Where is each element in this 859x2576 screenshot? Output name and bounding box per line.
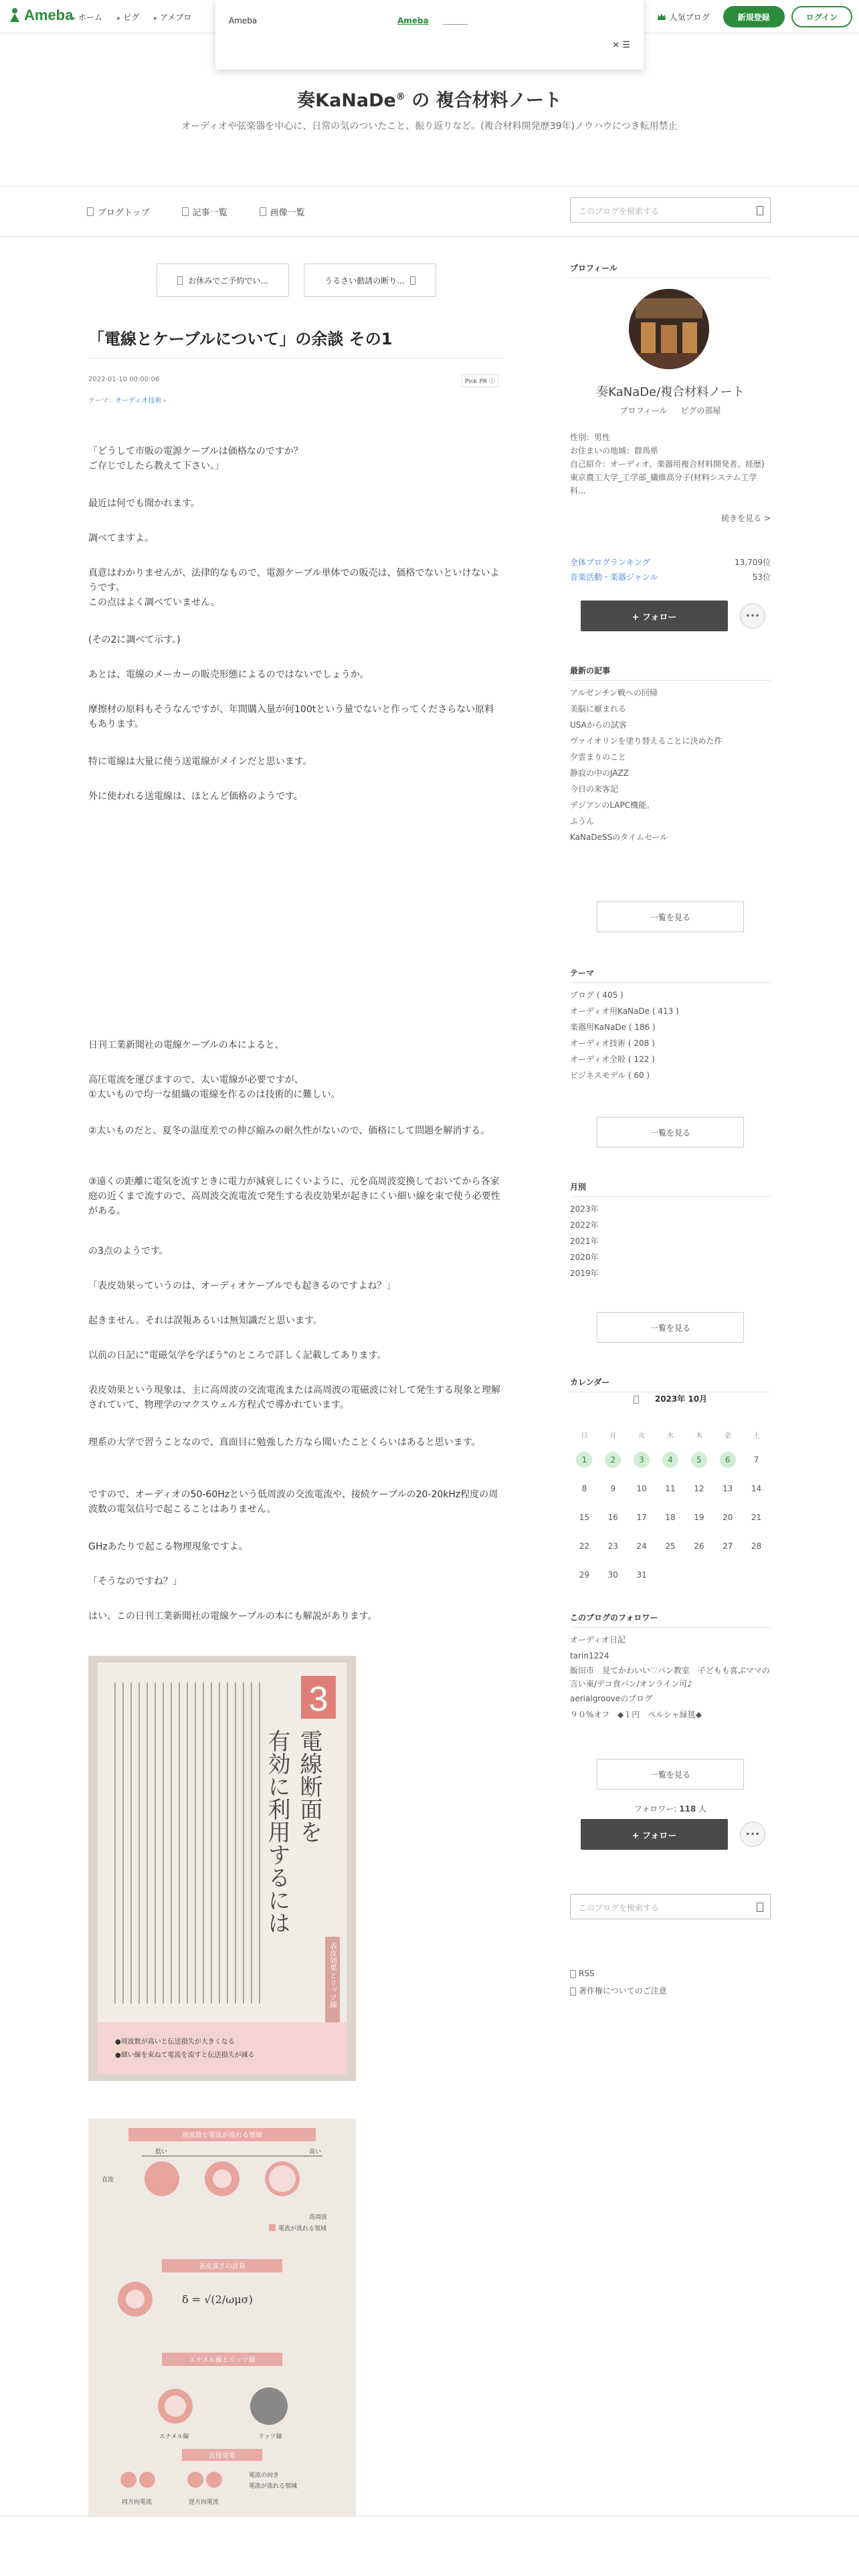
month-item[interactable]: 2023年: [570, 1204, 599, 1214]
blog-search-input[interactable]: [570, 197, 771, 223]
ranking-overall-value: 13,709位: [735, 558, 771, 567]
calendar-month: [570, 1393, 771, 1404]
nav-image-list[interactable]: [260, 205, 305, 218]
calendar-day-number: 12: [694, 1484, 704, 1493]
calendar-day-number: 14: [751, 1484, 762, 1493]
month-see-all-button[interactable]: 一覧を見る: [597, 1312, 744, 1343]
rss-label: RSS: [579, 1969, 595, 1978]
next-entry-button[interactable]: [304, 263, 436, 297]
calendar-day-number: 1: [576, 1452, 592, 1468]
theme-see-all-button[interactable]: 一覧を見る: [597, 1117, 744, 1148]
search-icon[interactable]: [757, 206, 763, 215]
calendar-day: [713, 1537, 742, 1555]
copyright-icon: [570, 1988, 576, 1996]
calendar-day-number: 31: [636, 1570, 647, 1580]
fig-formula: δ = √(2/ωμσ): [182, 2293, 253, 2306]
blog-description: オーディオや弦楽器を中心に、日常の気のついたこと、振り返りなど。(複合材料開発歴39年)ノウハウにつき転用禁止: [181, 121, 678, 132]
entry-paragraph: 表皮効果という現象は、主に高周波の交流電流または高周波の電磁波に対して発生する現象と理解されていて、物理学のマクスウェル方程式で導かれています。: [88, 1385, 500, 1410]
ranking-overall[interactable]: [570, 556, 771, 568]
calendar-day-number: 30: [607, 1570, 618, 1580]
calendar-day: [742, 1480, 771, 1497]
fig-litz-label: リッツ線: [258, 2434, 282, 2440]
recent-item[interactable]: 夕雲まりのこと: [570, 752, 627, 762]
calendar-weekday: 日: [581, 1432, 588, 1440]
book-page-photo[interactable]: [88, 1656, 356, 2081]
global-actions: [657, 6, 852, 27]
fig-enamel-label: エナメル線: [159, 2434, 189, 2440]
nav-link-home[interactable]: ▸ ホーム: [72, 11, 102, 23]
theme-item[interactable]: オーディオ技術 ( 208 ): [570, 1039, 655, 1048]
chevron-left-icon[interactable]: [634, 1396, 639, 1404]
entry-paragraph: [88, 1073, 503, 1102]
blog-nav: [0, 186, 859, 237]
blog-title-rest: の 複合材料ノート: [405, 90, 562, 111]
calendar-day: [656, 1509, 685, 1526]
calendar-day[interactable]: [599, 1451, 628, 1469]
book-heading-2: 有効に利用するには: [264, 1729, 290, 1934]
logo-text: Ameba: [24, 7, 74, 23]
recent-item[interactable]: 美脳に厭まれる: [570, 704, 627, 714]
entry-paragraph: 起きません。それは誤報あるいは無知識だと思います。: [88, 1315, 322, 1326]
fig-current-area: 電流が流れる領域: [249, 2483, 298, 2490]
entry-paragraph: あとは、電線のメーカーの販売形態によるのではないでしょうか。: [88, 669, 369, 680]
follow-button[interactable]: + フォロー: [581, 601, 728, 631]
theme-item[interactable]: 楽器用KaNaDe ( 186 ): [570, 1023, 656, 1032]
avatar[interactable]: [629, 289, 709, 369]
entry-text-line: この点はよく調べていません。: [88, 597, 220, 608]
calendar-day-number: 28: [751, 1541, 762, 1551]
calendar-day: [684, 1537, 713, 1555]
entry-date: 2022-01-10 00:00:06: [88, 376, 160, 383]
theme-item[interactable]: ブログ ( 405 ): [570, 990, 624, 1000]
calendar-month-label: 2023年 10月: [654, 1394, 708, 1404]
follower-count-label: フォロワー:: [634, 1804, 677, 1814]
nav-image-list-label: 画像一覧: [270, 208, 305, 218]
entry-paragraph: 「そうなのですね？」: [88, 1576, 182, 1587]
profile-links: [570, 405, 771, 416]
calendar-heading: カレンダー: [570, 1376, 771, 1392]
follower-item[interactable]: 飯田市 見てかわいい♡パン教室 子どもも喜ぶママの言い東/デコ食パン/オンライン可♪: [570, 1666, 770, 1689]
prev-entry-label: お休みでご予約でい...: [188, 276, 268, 286]
follower-item[interactable]: オーディオ日記: [570, 1635, 626, 1644]
calendar-day: [570, 1480, 599, 1497]
calendar-day: [570, 1566, 599, 1584]
follow-row-bottom: [581, 1819, 765, 1850]
month-list: [570, 1201, 771, 1281]
calendar-day-number: 13: [723, 1484, 733, 1493]
entry-theme-link[interactable]: オーディオ技術: [115, 397, 162, 405]
entry-paragraph: 以前の日記に"電磁気学を学ぼう"のところで詳しく記載してあります。: [88, 1350, 387, 1361]
calendar-day-number: 5: [691, 1452, 707, 1468]
calendar-day-number: 10: [636, 1484, 647, 1493]
entry-paragraph: ですので、オーディオの50-60Hzという低周波の交流電流や、接続ケーブルの20-20kHz程度の周波数の電気信号で起こることはありません。: [88, 1489, 498, 1515]
book-figure-photo[interactable]: [88, 2119, 356, 2517]
follow-row: [581, 601, 765, 631]
recent-item[interactable]: アルゼンチン戦への回帰: [570, 688, 658, 697]
ranking-overall-label: 全体ブログランキング: [570, 558, 650, 567]
book-summary-2: ●細い線を束ねて電流を流すと伝送損失が減る: [115, 2052, 255, 2059]
calendar-day: [713, 1480, 742, 1497]
entry-paragraph: [88, 444, 503, 473]
entry-text-line: ご存じでしたら教えて下さい。」: [88, 461, 224, 471]
fig-same-dir: 同方向電流: [122, 2499, 153, 2506]
calendar-day: [599, 1480, 628, 1497]
calendar-day: [656, 1537, 685, 1555]
entry-paragraph: の3点のようです。: [88, 1246, 169, 1257]
calendar-day-number: 3: [634, 1452, 650, 1468]
entry-text-line: 真意はわかりませんが、法律的なもので、電源ケーブル単体での販売は、価格でないといけないようです。: [88, 568, 500, 593]
entry-paragraph: 調べてますよ。: [88, 533, 154, 544]
copyright-label: 著作権についてのご注意: [579, 1986, 667, 1996]
ameba-logo[interactable]: [8, 7, 73, 24]
calendar-day-number: 21: [751, 1513, 762, 1522]
calendar-day-number: 22: [579, 1541, 590, 1551]
calendar-day-number: 17: [636, 1513, 647, 1522]
entry-paragraph: 摩擦材の原料もそうなんですが、年間購入量が何100tという量でないと作ってくださらない原料もあります。: [88, 704, 494, 730]
chevron-left-icon: [177, 276, 183, 285]
calendar-day-number: 4: [662, 1452, 678, 1468]
blog-title[interactable]: [0, 86, 859, 112]
fig-low-label: 低い: [155, 2149, 168, 2155]
ameba-logo-icon: [8, 7, 21, 23]
rss-link[interactable]: [570, 1965, 667, 1982]
ranking-genre-value: 53位: [752, 572, 771, 582]
calendar-day[interactable]: [656, 1451, 685, 1469]
follower-item[interactable]: tarin1224: [570, 1651, 609, 1660]
month-heading: 月別: [570, 1181, 771, 1197]
calendar-day-number: 18: [665, 1513, 676, 1522]
calendar-day-number: 20: [723, 1513, 733, 1522]
nav-link-ameblo[interactable]: ▸ アメブロ: [154, 11, 191, 23]
ranking-genre[interactable]: [570, 571, 771, 582]
pigg-room-link[interactable]: ピグの部屋: [680, 406, 721, 415]
calendar-day: [628, 1537, 656, 1555]
blog-title-main: 奏KaNaDe: [297, 90, 396, 111]
calendar-day: [742, 1509, 771, 1526]
follower-count: [570, 1803, 771, 1814]
follower-count-value: 118: [679, 1804, 696, 1814]
entry-paragraph: 日刊工業新聞社の電線ケーブルの本によると、: [88, 1040, 284, 1051]
calendar-day: [742, 1537, 771, 1555]
recent-item[interactable]: ふうん: [570, 817, 595, 826]
followers-list: [570, 1632, 771, 1723]
calendar-day-number: 25: [665, 1541, 676, 1551]
fig-legend: 電流が流れる領域: [278, 2226, 327, 2232]
followers-heading: このブログのフォロワー: [570, 1612, 771, 1628]
entry-theme-label: テーマ：: [88, 397, 115, 405]
nav-entry-list-label: 記事一覧: [192, 208, 227, 218]
entry-text-line: 「どうして市販の電源ケーブルは価格なのですか？: [88, 446, 303, 457]
next-entry-label: うるさい動誘の断り...: [324, 276, 405, 286]
follower-item[interactable]: aerialgrooveのブログ: [570, 1694, 653, 1703]
list-icon: [182, 207, 189, 216]
month-item[interactable]: 2020年: [570, 1253, 599, 1262]
theme-heading: テーマ: [570, 967, 771, 983]
profile-region: お住まいの地域：群馬県: [570, 446, 659, 455]
calendar-day: [570, 1509, 599, 1526]
calendar-day: [599, 1537, 628, 1555]
fig-opp-dir: 逆方向電流: [189, 2499, 219, 2506]
calendar-day[interactable]: [570, 1451, 599, 1469]
sidebar-footer: [570, 1965, 667, 2000]
chevron-right-icon: [410, 276, 415, 285]
calendar-day: [628, 1566, 656, 1584]
popup-divider: [443, 24, 468, 25]
profile-gender: 性別：男性: [570, 433, 611, 442]
calendar-day: [713, 1566, 742, 1584]
calendar-weekday: 金: [724, 1432, 731, 1440]
calendar-day-number: 29: [579, 1570, 590, 1580]
calendar-weekday: 土: [753, 1432, 760, 1440]
entry-pager: [157, 263, 436, 297]
calendar-day-number: 19: [694, 1513, 704, 1522]
calendar-day-number: 16: [607, 1513, 618, 1522]
entry-paragraph: GHzあたりで起こる物理現象ですよ。: [88, 1541, 248, 1552]
entry-title[interactable]: 「電線とケーブルについて」の余談 その1: [88, 330, 393, 348]
theme-item[interactable]: ビジネスモデル ( 60 ): [570, 1071, 650, 1080]
entry-theme: [88, 395, 166, 405]
theme-list: [570, 987, 771, 1083]
crown-icon: [657, 13, 666, 21]
month-item[interactable]: 2022年: [570, 1220, 599, 1230]
ranking-genre-label: 音楽活動・楽器ジャンル: [570, 572, 658, 582]
calendar-grid: [570, 1430, 771, 1584]
popup-title: Ameba: [229, 16, 258, 25]
more-options-button[interactable]: •••: [740, 1822, 765, 1847]
entry-paragraph: 特に電線は大量に使う送電線がメインだと思います。: [88, 756, 312, 767]
recent-item[interactable]: USAからの試客: [570, 720, 627, 730]
calendar-day[interactable]: [713, 1451, 742, 1469]
book-figure-illustration: [88, 2119, 356, 2517]
chevron-right-icon: ›: [163, 397, 167, 405]
calendar-day-number: 9: [610, 1484, 616, 1493]
recent-list: [570, 685, 771, 845]
prev-entry-button[interactable]: [157, 263, 289, 297]
calendar-day-number: 26: [694, 1541, 704, 1551]
calendar-day-number: 2: [605, 1452, 621, 1468]
follower-count-unit: 人: [698, 1804, 707, 1814]
entry-paragraph: 最近は何でも聞かれます。: [88, 498, 200, 509]
fig-high-label: 高い: [309, 2149, 322, 2155]
calendar-day: [684, 1566, 713, 1584]
calendar-day: [599, 1509, 628, 1526]
calendar-weekday: 火: [638, 1432, 646, 1440]
fig-hf-label: 高周波: [309, 2214, 328, 2221]
calendar-day: [713, 1509, 742, 1526]
calendar-weekday: 木: [695, 1432, 702, 1440]
image-icon: [260, 207, 266, 216]
fig-dc-label: 直流: [102, 2177, 114, 2183]
login-popup: [215, 0, 644, 70]
global-links: [72, 11, 191, 23]
calendar-day-number: 27: [723, 1541, 733, 1551]
profile-details: [570, 431, 771, 498]
entry-paragraph: 「表皮効果っていうのは、オーディオケーブルでも起きるのですよね？」: [88, 1281, 396, 1291]
calendar-day: [599, 1566, 628, 1584]
popup-ameba-link[interactable]: Ameba: [397, 16, 429, 25]
entry-paragraph: [88, 566, 503, 610]
blog-search-placeholder: このブログを検索する: [579, 207, 660, 216]
more-options-button[interactable]: •••: [740, 603, 765, 629]
recent-see-all-button[interactable]: 一覧を見る: [597, 901, 744, 932]
entry-text-line: ①太いもので均一な組織の電線を作るのは技術的に難しい。: [88, 1089, 341, 1100]
popup-close-button[interactable]: × ☰: [612, 40, 630, 50]
search-icon[interactable]: [757, 1903, 763, 1912]
fig-heading-1: 周波数と電流が流れる領域: [182, 2132, 262, 2139]
fig-heading-2: 表皮深さの計算: [199, 2263, 246, 2270]
followers-see-all-button[interactable]: 一覧を見る: [597, 1759, 744, 1790]
calendar-day-number: 6: [720, 1452, 736, 1468]
blog-title-reg: ®: [395, 92, 405, 102]
nav-entry-list[interactable]: [182, 205, 227, 218]
book-summary-1: ●周波数が高いと伝送損失が大きくなる: [115, 2038, 235, 2046]
calendar-day: [628, 1509, 656, 1526]
avatar-image: [629, 289, 709, 369]
fig-heading-3: エナメル線とリッツ線: [189, 2357, 256, 2364]
calendar-weekday: 水: [666, 1432, 674, 1440]
fig-current-dir: 電流の向き: [249, 2472, 280, 2479]
follow-button[interactable]: + フォロー: [581, 1819, 728, 1850]
popular-blog-link[interactable]: [657, 11, 710, 23]
calendar-day: [684, 1509, 713, 1526]
month-item[interactable]: 2019年: [570, 1269, 599, 1278]
calendar-day-number: 24: [636, 1541, 647, 1551]
calendar-weekday: 月: [609, 1432, 617, 1440]
entry-text-line: 高圧電流を運びますので、太い電線が必要ですが、: [88, 1075, 304, 1085]
theme-item[interactable]: オーディオ用KaNaDe ( 413 ): [570, 1006, 679, 1016]
profile-name[interactable]: 奏KaNaDe/複合材料ノート: [596, 385, 745, 399]
sidebar-search-input[interactable]: [570, 1894, 771, 1919]
copyright-link[interactable]: [570, 1982, 667, 2000]
rss-icon: [570, 1970, 576, 1978]
entry-paragraph: 理系の大学で習うことなので、真面目に勉強した方なら聞いたことくらいはあると思います。: [88, 1437, 481, 1448]
signup-button[interactable]: 新規登録: [723, 6, 785, 27]
entry-paragraph: はい、この日刊工業新聞社の電線ケーブルの本にも解説があります。: [88, 1611, 377, 1622]
calendar-day-number: 11: [665, 1484, 676, 1493]
calendar-day-number: 23: [607, 1541, 618, 1551]
calendar-day: [628, 1480, 656, 1497]
nav-blog-top[interactable]: [87, 205, 150, 218]
recent-heading: 最新の記事: [570, 665, 771, 681]
recent-item[interactable]: KaNaDeSSのタイムセール: [570, 833, 668, 842]
calendar-day: [656, 1480, 685, 1497]
login-button[interactable]: ログイン: [791, 6, 852, 27]
theme-item[interactable]: オーディオ全般 ( 122 ): [570, 1055, 655, 1064]
recent-item[interactable]: ヴァイオリンを塗り替えることに決めた件: [570, 736, 723, 746]
follower-item[interactable]: ９０%オフ ◆１円 ペルシャ緑毯◆: [570, 1710, 702, 1719]
calendar-day: [742, 1566, 771, 1584]
fig-heading-4: 近接効果: [209, 2452, 235, 2460]
month-item[interactable]: 2021年: [570, 1237, 599, 1246]
calendar-day[interactable]: [684, 1451, 713, 1469]
calendar-day-number: 15: [579, 1513, 590, 1522]
calendar-day: [656, 1566, 685, 1584]
pink-pr-badge[interactable]: Pink PR ⓘ: [462, 374, 498, 387]
book-heading-1: 電線断面を: [296, 1729, 322, 1843]
profile-intro: 自己紹介：オーディオ、楽器用複合材料開発者。経歴) 東京農工大学_工学部_繊維高分子(材料システム工学科...: [570, 459, 765, 496]
chapter-number: 3: [308, 1680, 328, 1719]
calendar-day: [742, 1451, 771, 1469]
popular-blog-label: 人気ブログ: [669, 12, 710, 22]
nav-link-pigg[interactable]: ▸ ピグ: [117, 11, 139, 23]
book-side-caption: 表皮効果とリッツ線: [328, 1942, 338, 2008]
profile-link[interactable]: プロフィール: [619, 406, 668, 415]
recent-item[interactable]: 今日の来客記: [570, 784, 619, 794]
page-icon: [87, 207, 94, 216]
calendar-day[interactable]: [628, 1451, 656, 1469]
calendar-day: [570, 1537, 599, 1555]
profile-more-link[interactable]: 続きを見る >: [721, 514, 771, 523]
recent-item[interactable]: 静寂の中のJAZZ: [570, 768, 629, 778]
profile-heading: プロフィール: [570, 262, 771, 278]
recent-item[interactable]: デジアンのLAPC機能。: [570, 800, 655, 810]
calendar: [570, 1430, 771, 1584]
calendar-day-number: 8: [581, 1484, 587, 1493]
book-page-illustration: [88, 1656, 356, 2081]
entry-paragraph: ②太いものだと、夏冬の温度差での伸び縮みの耐久性がないので、価格にして問題を解消する。: [88, 1125, 490, 1136]
sidebar-search-placeholder: このブログを検索する: [579, 1903, 660, 1913]
calendar-day: [684, 1480, 713, 1497]
entry-paragraph: (その2に調べて示す。): [88, 635, 181, 645]
nav-blog-top-label: ブログトップ: [98, 208, 150, 218]
entry-paragraph: ③遠くの距離に電気を流すときに電力が減衰しにくいように、元を高周波変換しておいてから各家庭の近くまで流すので、高周波交流電流で発生する表皮効果が起きにくい細い線を束で使う必要性がある。: [88, 1176, 500, 1216]
calendar-day-number: 7: [753, 1455, 759, 1465]
entry-paragraph: 外に使われる送電線は、ほとんど価格のようです。: [88, 791, 303, 802]
